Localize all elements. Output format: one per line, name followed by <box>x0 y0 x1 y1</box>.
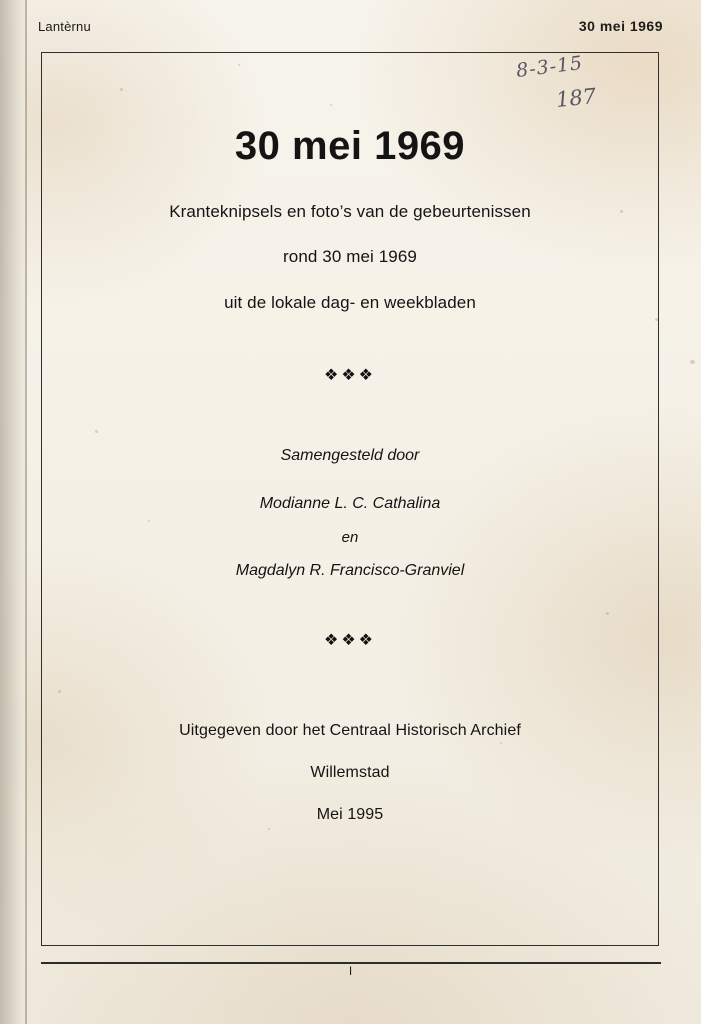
subtitle-line-1: Kranteknipsels en foto’s van de gebeurtenissen <box>169 202 531 221</box>
page-folio-number: I <box>348 964 353 978</box>
subtitle-line-2: rond 30 mei 1969 <box>283 247 417 267</box>
subtitle-block <box>41 201 659 313</box>
credits-label: Samengesteld door <box>280 446 420 464</box>
paper-speck <box>690 360 695 364</box>
subtitle-line-3: uit de lokale dag- en weekbladen <box>224 292 476 312</box>
book-binding-edge <box>0 0 26 1024</box>
running-head-publication: Lantèrnu <box>38 19 91 34</box>
title-page-content <box>41 52 659 946</box>
handwritten-annotation-1: 8-3-15 <box>514 51 585 83</box>
binding-edge-line <box>25 0 27 1024</box>
page-title: 30 mei 1969 <box>234 124 466 168</box>
diamond-ornament-icon: ❖❖❖ <box>323 366 377 384</box>
credits-conjunction: en <box>341 528 359 546</box>
credits-block <box>41 447 659 580</box>
credits-author-2: Magdalyn R. Francisco-Granviel <box>235 561 465 579</box>
credits-author-1: Modianne L. C. Cathalina <box>259 494 441 512</box>
imprint-publisher: Uitgegeven door het Centraal Historisch Archief <box>179 721 521 739</box>
running-head <box>38 18 663 34</box>
imprint-date: Mei 1995 <box>316 805 384 823</box>
imprint-block <box>41 722 659 824</box>
diamond-ornament-icon-bottom: ❖❖❖ <box>323 631 377 649</box>
imprint-place: Willemstad <box>310 763 390 781</box>
handwritten-annotation-2: 187 <box>554 83 598 113</box>
running-head-date: 30 mei 1969 <box>578 18 663 34</box>
